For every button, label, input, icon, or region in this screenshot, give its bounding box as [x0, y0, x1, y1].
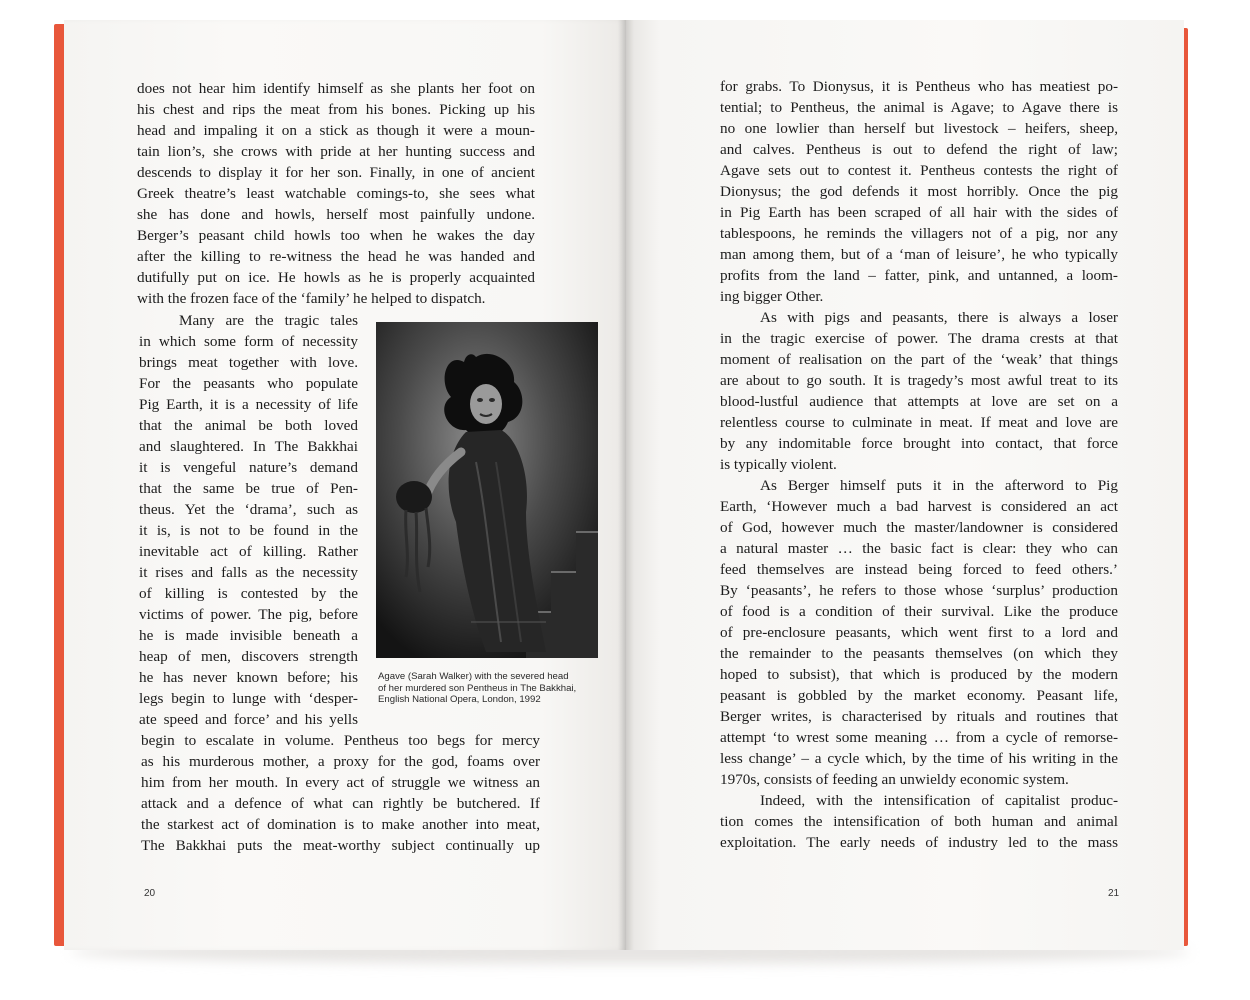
text-line: by any indomitable force brought into contact, that force: [720, 435, 1118, 452]
text-line: a natural master … the basic fact is clear: they who can: [720, 540, 1118, 557]
text-line: tablespoons, he reminds the villagers not of a pig, nor any: [720, 225, 1118, 242]
text-line: it is vengeful nature’s demand: [139, 459, 358, 476]
text-line: exploitation. The early needs of industry led to the mass: [720, 834, 1118, 851]
text-line: that the same be true of Pen-: [139, 480, 358, 497]
text-line: tion comes the intensification of both human and animal: [720, 813, 1118, 830]
left-body-wrap: [139, 310, 358, 730]
text-line: man among them, but of a ‘man of leisure’, he who typically: [720, 246, 1118, 263]
text-line: in which some form of necessity: [139, 333, 358, 350]
text-line: attempt ‘to wrest some meaning … from a cycle of remorse-: [720, 729, 1118, 746]
page-number-right: 21: [1108, 888, 1120, 899]
right-body: [720, 76, 1118, 853]
left-body-top: [137, 78, 535, 309]
text-line: inevitable act of killing. Rather: [139, 543, 358, 560]
text-line: of food is a condition of their survival. Like the produce: [720, 603, 1118, 620]
figure-caption: [378, 671, 600, 706]
text-line: Pig Earth, it is a necessity of life: [139, 396, 358, 413]
text-line: As with pigs and peasants, there is always a loser: [760, 309, 1118, 326]
text-line: and slaughtered. In The Bakkhai: [139, 438, 358, 455]
text-line: no one lowlier than herself but livestock – heifers, sheep,: [720, 120, 1118, 137]
text-line: legs begin to lunge with ‘desper-: [139, 690, 358, 707]
caption-line: English National Opera, London, 1992: [378, 694, 541, 705]
text-line: heap of men, discovers strength: [139, 648, 358, 665]
text-line: for grabs. To Dionysus, it is Pentheus who has meatiest po-: [720, 78, 1118, 95]
caption-line: of her murdered son Pentheus in The Bakkhai,: [378, 682, 577, 694]
text-line: hoped to subsist), that which is produced by the modern: [720, 666, 1118, 683]
text-line: of killing is contested by the: [139, 585, 358, 602]
left-body-bottom: [141, 730, 540, 856]
text-line: Agave sets out to contest it. Pentheus contests the right of: [720, 162, 1118, 179]
text-line: brings meat together with love.: [139, 354, 358, 371]
text-line: victims of power. The pig, before: [139, 606, 358, 623]
text-line: his chest and rips the meat from his bones. Picking up his: [137, 101, 535, 118]
caption-line: Agave (Sarah Walker) with the severed head: [378, 671, 569, 682]
text-line: The Bakkhai puts the meat-worthy subject continually up: [141, 837, 540, 854]
text-line: blood-lustful audience that attempts at love are set on a: [720, 393, 1118, 410]
text-line: 1970s, consists of feeding an unwieldy economic system.: [720, 771, 1069, 788]
text-line: moment of realisation on the part of the ‘weak’ that things: [720, 351, 1118, 368]
text-line: head and impaling it on a stick as though it were a moun-: [137, 122, 535, 139]
text-line: that the animal be both loved: [139, 417, 358, 434]
text-line: he has never known before; his: [139, 669, 358, 686]
text-line: peasant is gobbled by the market economy. Peasant life,: [720, 687, 1118, 704]
text-line: tential; to Pentheus, the animal is Agave; to Agave there is: [720, 99, 1118, 116]
text-line: is typically violent.: [720, 456, 837, 473]
photograph-figure-art: [376, 322, 598, 658]
text-line: As Berger himself puts it in the afterword to Pig: [760, 477, 1118, 494]
text-line: less change’ – a cycle which, by the time of his writing in the: [720, 750, 1118, 767]
text-line: she has done and howls, herself most painfully undone.: [137, 206, 535, 223]
text-line: By ‘peasants’, he refers to those whose ‘surplus’ production: [720, 582, 1118, 599]
text-line: him from her mouth. In every act of struggle we witness an: [141, 774, 540, 791]
page-number-left: 20: [144, 888, 156, 899]
text-line: dutifully put on ice. He howls as he is properly acquainted: [137, 269, 535, 286]
text-line: For the peasants who populate: [139, 375, 358, 392]
text-line: it rises and falls as the necessity: [139, 564, 358, 581]
text-line: Greek theatre’s least watchable comings-to, she sees what: [137, 185, 535, 202]
text-line: tain lion’s, she crows with pride at her hunting success and: [137, 143, 535, 160]
text-line: in Pig Earth has been scraped of all hair with the sides of: [720, 204, 1118, 221]
opera-photograph: [376, 322, 598, 658]
text-line: it is, is not to be found in the: [139, 522, 358, 539]
book-gutter: [618, 20, 634, 950]
text-line: relentless course to culminate in meat. If meat and love are: [720, 414, 1118, 431]
text-line: as his murderous mother, a proxy for the god, foams over: [141, 753, 540, 770]
text-line: descends to display it for her son. Finally, in one of ancient: [137, 164, 535, 181]
text-line: Indeed, with the intensification of capitalist produc-: [760, 792, 1118, 809]
text-line: he is made invisible beneath a: [139, 627, 358, 644]
text-line: feed themselves are instead being forced to feed others.’: [720, 561, 1118, 578]
text-line: theus. Yet the ‘drama’, such as: [139, 501, 358, 518]
text-line: the remainder to the peasants themselves (on which they: [720, 645, 1118, 662]
text-line: Berger’s peasant child howls too when he wakes the day: [137, 227, 535, 244]
text-line: Berger writes, is characterised by rituals and routines that: [720, 708, 1118, 725]
text-line: are about to go south. It is tragedy’s most awful treat to its: [720, 372, 1118, 389]
text-line: attack and a defence of what can rightly be butchered. If: [141, 795, 540, 812]
text-line: of pre-enclosure peasants, which went first to a lord and: [720, 624, 1118, 641]
text-line: ing bigger Other.: [720, 288, 824, 305]
text-line: in the tragic exercise of power. The drama crests at that: [720, 330, 1118, 347]
text-line: ate speed and force’ and his yells: [139, 711, 358, 728]
text-line: with the frozen face of the ‘family’ he helped to dispatch.: [137, 290, 486, 307]
text-line: Earth, ‘However much a bad harvest is considered an act: [720, 498, 1118, 515]
text-line: profits from the land – fatter, pink, and untanned, a loom-: [720, 267, 1118, 284]
text-line: after the killing to re-witness the head he was handed and: [137, 248, 535, 265]
text-line: begin to escalate in volume. Pentheus too begs for mercy: [141, 732, 540, 749]
text-line: the starkest act of domination is to make another into meat,: [141, 816, 540, 833]
text-line: of God, however much the master/landowner is considered: [720, 519, 1118, 536]
text-line: and calves. Pentheus is out to defend the right of law;: [720, 141, 1118, 158]
text-line: does not hear him identify himself as she plants her foot on: [137, 80, 535, 97]
text-line: Dionysus; the god defends it most horribly. Once the pig: [720, 183, 1118, 200]
text-line: Many are the tragic tales: [179, 312, 358, 329]
